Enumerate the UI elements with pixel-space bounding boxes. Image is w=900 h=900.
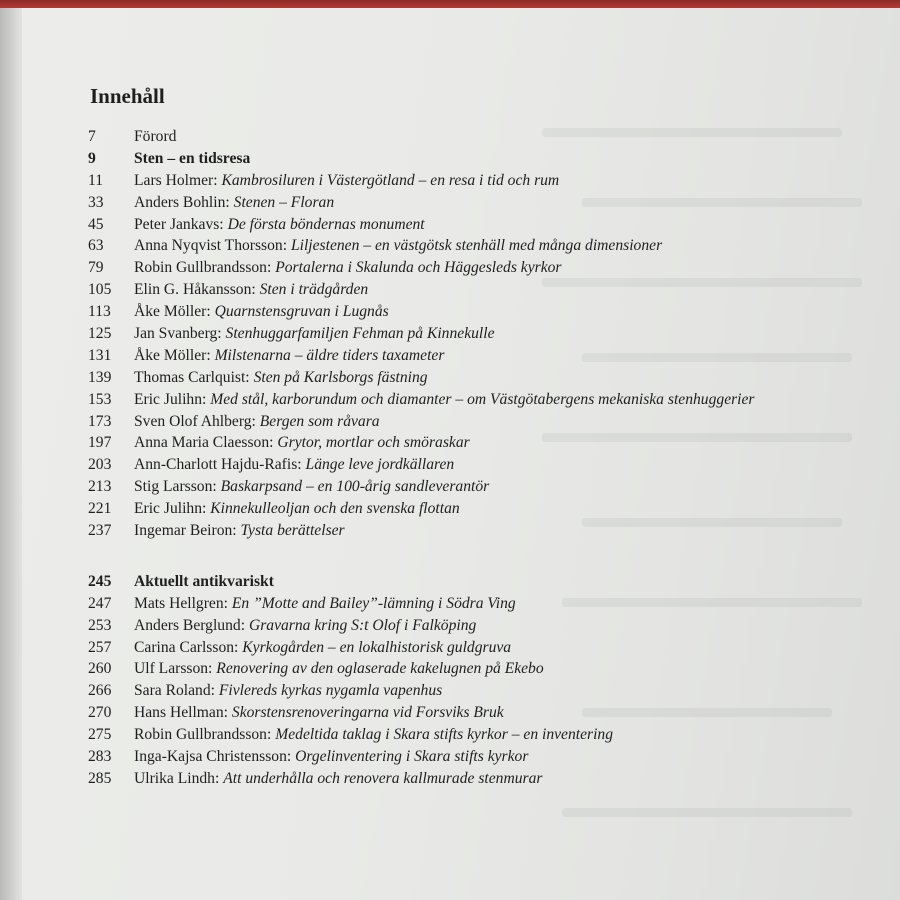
toc-entry-text [134,454,454,476]
toc-author: Anders Bohlin: [134,193,230,211]
toc-page-number: 213 [88,478,112,496]
toc-entry-text [134,498,460,520]
toc-page-number: 113 [88,303,111,321]
toc-author: Åke Möller: [134,303,211,321]
toc-author: Ulrika Lindh: [134,769,220,787]
toc-page-number: 245 [88,572,112,590]
toc-entry-text [134,702,504,724]
toc-page-number: 79 [88,259,104,277]
toc-page-number: 105 [88,281,112,299]
toc-entry [88,411,868,433]
toc-article-title: Medeltida taklag i Skara stifts kyrkor – en inventering [275,726,614,744]
toc-page-number: 33 [88,193,104,211]
toc-entry-text [134,411,380,433]
toc-author: Hans Hellman: [134,704,228,722]
toc-entry [88,389,868,411]
toc-author: Anna Maria Claesson: [134,434,274,452]
toc-entry-text [134,257,562,279]
toc-entry-text [134,768,542,790]
toc-author: Eric Julihn: [134,390,207,408]
toc-entry [88,680,868,702]
toc-entry-text [134,235,662,257]
toc-article-title: Stenen – Floran [233,193,335,211]
toc-article-title: Baskarpsand – en 100-årig sandleverantör [220,478,490,496]
toc-page-number: 285 [88,769,112,787]
toc-entry-text [134,476,489,498]
toc-article-title: Milstenarna – äldre tiders taxameter [214,346,445,364]
toc-entry-text [134,746,528,768]
toc-heading: Innehåll [90,84,165,108]
toc-article-title: Grytor, mortlar och smöraskar [277,434,470,452]
toc-article-title: Tysta berättelser [240,522,345,540]
toc-entry-text [134,615,476,637]
toc-entry [88,170,868,192]
toc-entry [88,323,868,345]
toc-page-number: 270 [88,704,112,722]
toc-page-number: 45 [88,215,104,233]
toc-page-number: 131 [88,346,112,364]
toc-section-title: Sten – en tidsresa [134,149,251,167]
toc-article-title: Kyrkogården – en lokalhistorisk guldgruva [242,638,512,656]
toc-article-title: Länge leve jordkällaren [305,456,455,474]
toc-entry-text [134,593,516,615]
toc-entry [88,520,868,542]
toc-entry-text [134,432,470,454]
toc-entry-text [134,724,613,746]
toc-article-title: Stenhuggarfamiljen Fehman på Kinnekulle [225,325,495,343]
toc-page-number: 257 [88,638,112,656]
toc-section-row [88,571,868,593]
toc-page-number: 63 [88,237,104,255]
toc-entry [88,702,868,724]
toc-page-number: 125 [88,325,112,343]
toc-page-number: 153 [88,390,112,408]
toc-article-title: Fivlereds kyrkas nygamla vapenhus [218,682,443,700]
table-of-contents [88,126,868,790]
toc-article-title: Kinnekulleoljan och den svenska flottan [210,500,460,518]
toc-author: Mats Hellgren: [134,594,228,612]
toc-page-number: 237 [88,522,112,540]
toc-page-number: 11 [88,171,104,189]
toc-page-number: 275 [88,726,112,744]
toc-entry [88,279,868,301]
toc-author: Ingemar Beiron: [134,522,237,540]
toc-author: Thomas Carlquist: [134,368,250,386]
toc-article-title: Gravarna kring S:t Olof i Falköping [248,616,477,634]
toc-page-number: 253 [88,616,112,634]
toc-author: Anna Nyqvist Thorsson: [134,237,288,255]
toc-section-row [88,148,868,170]
toc-page-number: 247 [88,594,112,612]
toc-author: Robin Gullbrandsson: [134,259,272,277]
toc-entry [88,214,868,236]
toc-entry [88,637,868,659]
toc-entry-text [134,367,428,389]
toc-article-title: Portalerna i Skalunda och Häggesleds kyrkor [275,259,562,277]
toc-entry [88,658,868,680]
toc-article-title: Skorstensrenoveringarna vid Forsviks Bruk [231,704,504,722]
toc-entry [88,768,868,790]
toc-article-title: Sten i trädgården [259,281,369,299]
toc-entry-text [134,170,559,192]
toc-page-number: 221 [88,500,112,518]
toc-entry [88,257,868,279]
toc-page-number: 266 [88,682,112,700]
toc-entry [88,476,868,498]
toc-article-title: De första böndernas monument [227,215,425,233]
toc-author: Elin G. Håkansson: [134,281,256,299]
toc-article-title: Kambrosiluren i Västergötland – en resa i tid och rum [221,171,560,189]
toc-page-number: 7 [88,128,96,145]
toc-entry-text [134,345,444,367]
toc-author: Åke Möller: [134,346,211,364]
toc-author: Jan Svanberg: [134,325,222,343]
toc-entry [88,367,868,389]
toc-page-number: 173 [88,412,112,430]
toc-entry-text [134,389,755,411]
toc-article-title: Quarnstensgruvan i Lugnås [214,303,389,321]
toc-entry [88,301,868,323]
top-edge-band [0,0,900,8]
toc-author: Carina Carlsson: [134,638,239,656]
toc-author: Ann-Charlott Hajdu-Rafis: [134,456,302,474]
toc-entry [88,498,868,520]
toc-author: Sven Olof Ahlberg: [134,412,256,430]
toc-author: Ulf Larsson: [134,660,213,678]
toc-entry-text [134,214,425,236]
toc-article-title: Sten på Karlsborgs fästning [253,368,428,386]
toc-entry [88,454,868,476]
toc-entry [88,235,868,257]
toc-article-title: Att underhålla och renovera kallmurade stenmurar [223,769,543,787]
toc-author: Anders Berglund: [134,616,246,634]
toc-author: Eric Julihn: [134,500,207,518]
toc-author: Inga-Kajsa Christensson: [134,748,292,766]
toc-entry [88,724,868,746]
toc-entry-text [134,279,368,301]
toc-entry-text [134,520,345,542]
toc-entry [88,432,868,454]
toc-article-title: Med stål, karborundum och diamanter – om Västgötabergens mekaniska stenhuggerier [210,390,755,408]
toc-article-title: En ”Motte and Bailey”-lämning i Södra Ving [231,594,516,612]
toc-entry [88,593,868,615]
toc-entry-text [134,192,334,214]
toc-entry-text [134,658,544,680]
toc-page-number: 260 [88,660,112,678]
toc-page-number: 9 [88,149,96,167]
toc-entry [88,345,868,367]
toc-article-title: Liljestenen – en västgötsk stenhäll med många dimensioner [290,237,663,255]
toc-author: Lars Holmer: [134,171,218,189]
toc-page-number: 203 [88,456,112,474]
toc-author: Robin Gullbrandsson: [134,726,272,744]
toc-entry-text [134,637,511,659]
toc-author: Peter Jankavs: [134,215,224,233]
toc-entry-text [134,301,389,323]
toc-entry-text [134,680,442,702]
toc-entry-text [134,323,495,345]
toc-section-gap [88,542,868,571]
toc-article-title: Orgelinventering i Skara stifts kyrkor [295,748,529,766]
toc-entry [88,192,868,214]
toc-page-number: 197 [88,434,112,452]
toc-author: Sara Roland: [134,682,215,700]
toc-section-title: Aktuellt antikvariskt [134,572,274,590]
toc-entry [88,746,868,768]
toc-page-number: 283 [88,748,112,766]
toc-section-title: Förord [134,128,177,145]
toc-article-title: Renovering av den oglaserade kakelugnen på Ekebo [216,660,544,678]
toc-entry [88,615,868,637]
toc-section-row [88,126,868,148]
toc-author: Stig Larsson: [134,478,217,496]
toc-article-title: Bergen som råvara [259,412,380,430]
toc-page-number: 139 [88,368,112,386]
